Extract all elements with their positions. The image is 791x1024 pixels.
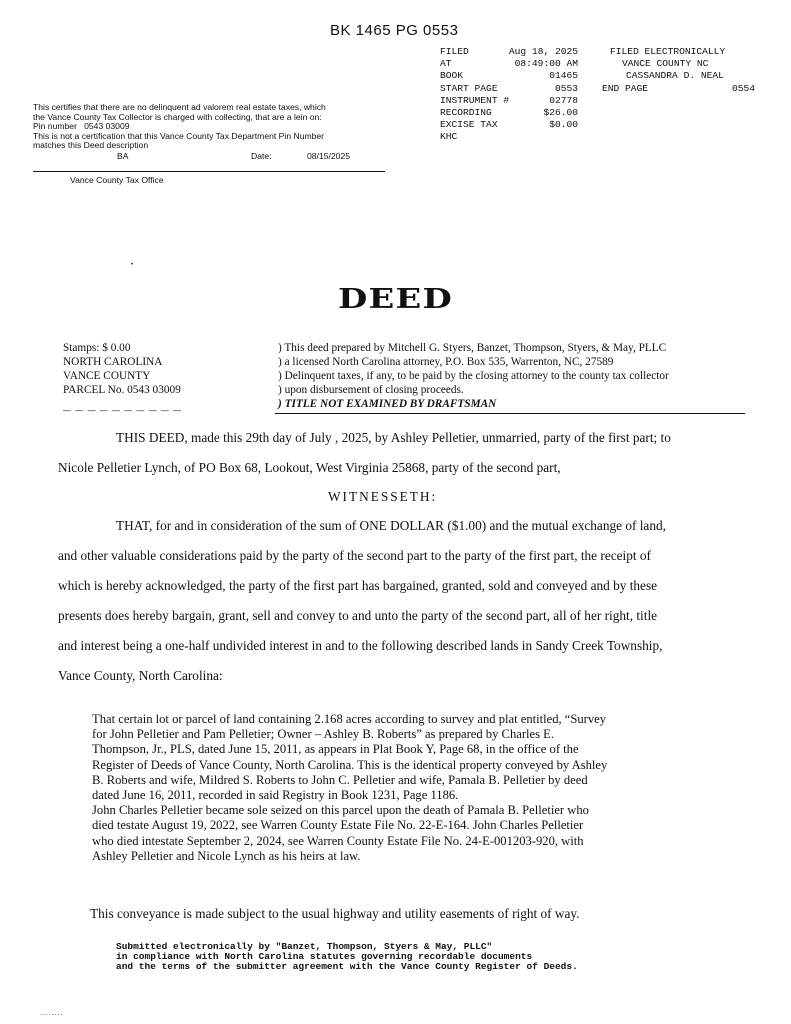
filing-value: Aug 18, 2025 [508, 46, 578, 57]
tax-cert-line: matches this Deed description [33, 140, 149, 151]
subject-clause: This conveyance is made subject to the usual highway and utility easements of right of way. [90, 906, 580, 921]
description-line: Register of Deeds of Vance County, North Carolina. This is the identical property conveyed by Ashley [92, 757, 608, 772]
filing-note: VANCE COUNTY NC [622, 58, 709, 70]
filing-label: START PAGE [440, 82, 498, 94]
footer-line: Submitted electronically by "Banzet, Thompson, Styers & May, PLLC" [116, 941, 493, 952]
description-line: for John Pelletier and Pam Pelletier; Owner – Ashley B. Roberts” as prepared by Charles E. [92, 727, 555, 742]
description-line: who died intestate September 2, 2024, see Warren County Estate File No. 24-E-001203-920, with [92, 833, 584, 848]
stamps-line: Stamps: $ 0.00 [63, 342, 131, 354]
signature-line [33, 171, 385, 172]
dash-rule: — — — — — — — — — — [63, 406, 183, 415]
preparer-line: ) Delinquent taxes, if any, to be paid by the closing attorney to the county tax collector [278, 370, 669, 382]
filing-label: EXCISE TAX [440, 119, 498, 131]
preparer-line: ) This deed prepared by Mitchell G. Styers, Banzet, Thompson, Styers, & May, PLLC [278, 342, 667, 354]
description-line: Thompson, Jr., PLS, dated June 15, 2011, as appears in Plat Book Y, Page 68, in the office of the [92, 742, 579, 757]
paragraph-line: and interest being a one-half undivided interest in and to the following described lands in Sandy Creek Township, [58, 638, 663, 653]
filing-label: FILED [440, 46, 469, 57]
witnesseth-heading: WITNESSETH: [328, 489, 438, 504]
filing-row [440, 58, 770, 70]
filing-row [440, 46, 770, 58]
filing-note: END PAGE [602, 82, 649, 94]
filing-stamp [440, 46, 770, 144]
stray-mark: • [131, 262, 134, 268]
paragraph-line: THIS DEED, made this 29th day of July , 2025, by Ashley Pelletier, unmarried, party of the first part; to [116, 430, 671, 445]
filing-label: RECORDING [440, 106, 492, 118]
preparer-line: ) a licensed North Carolina attorney, P.O. Box 535, Warrenton, NC, 27589 [278, 356, 614, 368]
state-line: NORTH CAROLINA [63, 356, 163, 368]
filing-row [440, 70, 770, 82]
paragraph-line: THAT, for and in consideration of the sum of ONE DOLLAR ($1.00) and the mutual exchange of land, [116, 518, 666, 533]
footer-line: in compliance with North Carolina statutes governing recordable documents [116, 951, 533, 963]
submission-footer [116, 942, 578, 973]
tax-cert-line: This certifies that there are no delinquent ad valorem real estate taxes, which [33, 102, 326, 112]
parcel-info [63, 341, 181, 397]
filing-row [440, 107, 770, 119]
filing-value: 08:49:00 AM [514, 58, 578, 70]
preparer-line: ) upon disbursement of closing proceeds. [278, 384, 464, 396]
description-line: died testate August 19, 2022, see Warren County Estate File No. 22-E-164. John Charles Pelletier [92, 818, 584, 833]
tax-cert-line: the Vance County Tax Collector is charged with collecting, that are a lein on: [33, 111, 322, 122]
filing-row [440, 95, 770, 107]
filing-label: AT [440, 58, 452, 70]
tax-cert-line: This is not a certification that this Vance County Tax Department Pin Number [33, 130, 325, 141]
tax-cert-date: 08/15/2025 [307, 150, 351, 161]
tax-office-label: Vance County Tax Office [70, 175, 164, 185]
footer-line: and the terms of the submitter agreement with the Vance County Register of Deeds. [116, 961, 578, 973]
description-line: B. Roberts and wife, Mildred S. Roberts to John C. Pelletier and wife, Pamala B. Pelletier by deed [92, 772, 588, 787]
tax-cert-date-label: Date: [251, 150, 272, 161]
paragraph-line: Nicole Pelletier Lynch, of PO Box 68, Lookout, West Virginia 25868, party of the second part, [58, 460, 561, 475]
filing-label: BOOK [440, 70, 464, 82]
filing-row [440, 131, 770, 143]
paragraph-line: Vance County, North Carolina: [58, 668, 223, 683]
filing-value: $0.00 [549, 119, 578, 131]
filing-value: $26.00 [543, 106, 578, 118]
filing-note: CASSANDRA D. NEAL [626, 70, 724, 82]
tax-cert-pin: Pin number 0543 03009 [33, 121, 130, 132]
book-page-header: BK 1465 PG 0553 [330, 22, 459, 39]
paragraph-line: and other valuable considerations paid by the party of the second part to the party of the first part, the receipt of [58, 548, 651, 563]
description-line: dated June 16, 2011, recorded in said Registry in Book 1231, Page 1186. [92, 788, 459, 803]
filing-value: 01465 [549, 70, 578, 82]
property-description [92, 712, 712, 864]
filing-row [440, 83, 770, 95]
description-line: Ashley Pelletier and Nicole Lynch as his heirs at law. [92, 848, 361, 863]
tax-cert-signature-row [33, 152, 378, 163]
filing-label: INSTRUMENT # [440, 94, 510, 106]
filing-value: 0554 [731, 82, 755, 94]
description-line: John Charles Pelletier became sole seized on this parcel upon the death of Pamala B. Pelletier who [92, 803, 589, 818]
title-not-examined: ) TITLE NOT EXAMINED BY DRAFTSMAN [278, 398, 497, 410]
tax-cert-initials: BA [117, 150, 129, 161]
county-line: VANCE COUNTY [63, 370, 151, 382]
paragraph-line: which is hereby acknowledged, the party of the first part has bargained, granted, sold and conveyed and by these [58, 578, 658, 593]
tax-certification [33, 103, 378, 163]
filing-note: FILED ELECTRONICALLY [610, 46, 726, 57]
description-line: That certain lot or parcel of land containing 2.168 acres according to survey and plat entitled, “Survey [92, 712, 607, 726]
filing-value: 02778 [549, 94, 578, 106]
page-title: DEED [338, 284, 453, 315]
filing-value: 0553 [554, 82, 578, 94]
preparer-info [278, 341, 748, 411]
stray-mark: ........ [40, 1010, 64, 1017]
filing-row [440, 119, 770, 131]
paragraph-line: presents does hereby bargain, grant, sell and convey to and unto the party of the second part, all of her right, title [58, 608, 658, 623]
filing-label: KHC [440, 131, 458, 143]
parcel-line: PARCEL No. 0543 03009 [63, 384, 181, 396]
preparer-rule [275, 413, 745, 414]
